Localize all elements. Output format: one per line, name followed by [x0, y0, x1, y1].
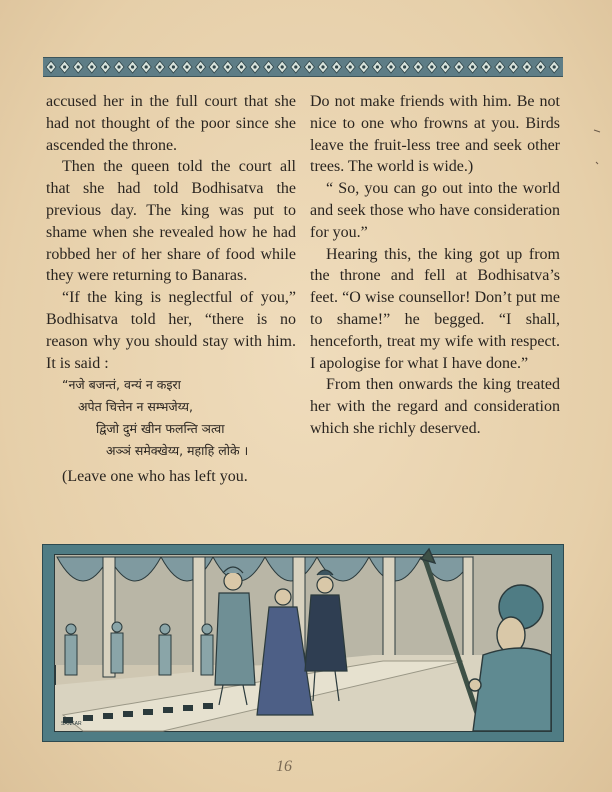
ornament-dot-icon	[362, 65, 365, 68]
ornament-dot-icon	[471, 65, 474, 68]
ornament-dot-icon	[498, 65, 501, 68]
ornament-dot-icon	[158, 65, 161, 68]
ornament-dot-icon	[512, 65, 515, 68]
ornament-dot-icon	[321, 65, 324, 68]
ornament-dot-icon	[403, 65, 406, 68]
ornament-dot-icon	[131, 65, 134, 68]
ornament-dot-icon	[213, 65, 216, 68]
left-paragraph-3: “If the king is neglectful of you,” Bodhisatva told her, “there is no reason why you should stay with him. It is said :	[46, 289, 296, 372]
ornament-dot-icon	[172, 65, 175, 68]
ornament-dot-icon	[281, 65, 284, 68]
left-paragraph-4: (Leave one who has left you.	[62, 468, 248, 486]
ornament-dot-icon	[49, 65, 52, 68]
ornament-dot-icon	[117, 65, 120, 68]
page-number: 16	[276, 758, 292, 775]
decorative-border-strip	[43, 57, 563, 77]
right-paragraph-4: From then onwards the king treated her with the regard and consideration which she richly deserved.	[310, 376, 560, 437]
ornament-dot-icon	[226, 65, 229, 68]
left-paragraph-2: Then the queen told the court all that she had told Bodhisatva the previous day. The king was put to shame when she revealed how he had robbed her of her share of food while they were returning to Banaras.	[46, 158, 296, 285]
ornament-dot-icon	[417, 65, 420, 68]
right-paragraph-3: Hearing this, the king got up from the throne and fell at Bodhisatva’s feet. “O wise counsellor! Don’t put me to shame!” he begged. “I shall, henceforth, treat my wife with respect. I apologise for what I have done.”	[310, 245, 560, 372]
illustrator-signature: SANKAR	[61, 721, 82, 727]
ornament-dot-icon	[240, 65, 243, 68]
ornament-dot-icon	[308, 65, 311, 68]
ornament-dot-icon	[335, 65, 338, 68]
ornament-dot-icon	[104, 65, 107, 68]
ornament-dot-icon	[90, 65, 93, 68]
sanskrit-verse-line-3: द्विजो दुमं खीन फलन्ति ञत्वा	[96, 421, 225, 437]
ornament-dot-icon	[389, 65, 392, 68]
ornament-dot-icon	[185, 65, 188, 68]
ornament-dot-icon	[539, 65, 542, 68]
text-column-right	[310, 91, 560, 440]
ornament-dot-icon	[294, 65, 297, 68]
left-paragraph-1: accused her in the full court that she had not thought of the poor since she ascended the throne.	[46, 93, 296, 154]
sanskrit-verse-line-1: “नजे बजन्तं, वन्यं न कइरा	[62, 377, 181, 393]
ornament-dot-icon	[77, 65, 80, 68]
court-scene-drawing	[43, 545, 563, 741]
ornament-dot-icon	[485, 65, 488, 68]
right-paragraph-2: “ So, you can go out into the world and seek those who have consideration for you.”	[310, 180, 560, 241]
ornament-dot-icon	[63, 65, 66, 68]
ornament-dot-icon	[430, 65, 433, 68]
sanskrit-verse-line-2: अपेत चित्तेन न सम्भजेय्य,	[78, 399, 193, 415]
text-column-left	[46, 91, 296, 488]
ornament-dot-icon	[376, 65, 379, 68]
ornament-dot-icon	[349, 65, 352, 68]
ornament-dot-icon	[457, 65, 460, 68]
sanskrit-verse-line-4: अञ्ञं समेक्खेय्य, महाहि लोके ।	[106, 443, 249, 459]
ornament-dot-icon	[253, 65, 256, 68]
right-paragraph-1: Do not make friends with him. Be not nice to one who frowns at you. Birds leave the fruit-less tree and seek other trees. The world is wide.)	[310, 93, 560, 176]
ornament-pattern-icon	[43, 58, 563, 76]
ornament-dot-icon	[267, 65, 270, 68]
ornament-dot-icon	[199, 65, 202, 68]
margin-mark-icon	[592, 128, 604, 178]
ornament-dot-icon	[525, 65, 528, 68]
ornament-dot-icon	[444, 65, 447, 68]
palace-court-scene-illustration	[42, 544, 564, 742]
ornament-dot-icon	[553, 65, 556, 68]
ornament-dot-icon	[145, 65, 148, 68]
